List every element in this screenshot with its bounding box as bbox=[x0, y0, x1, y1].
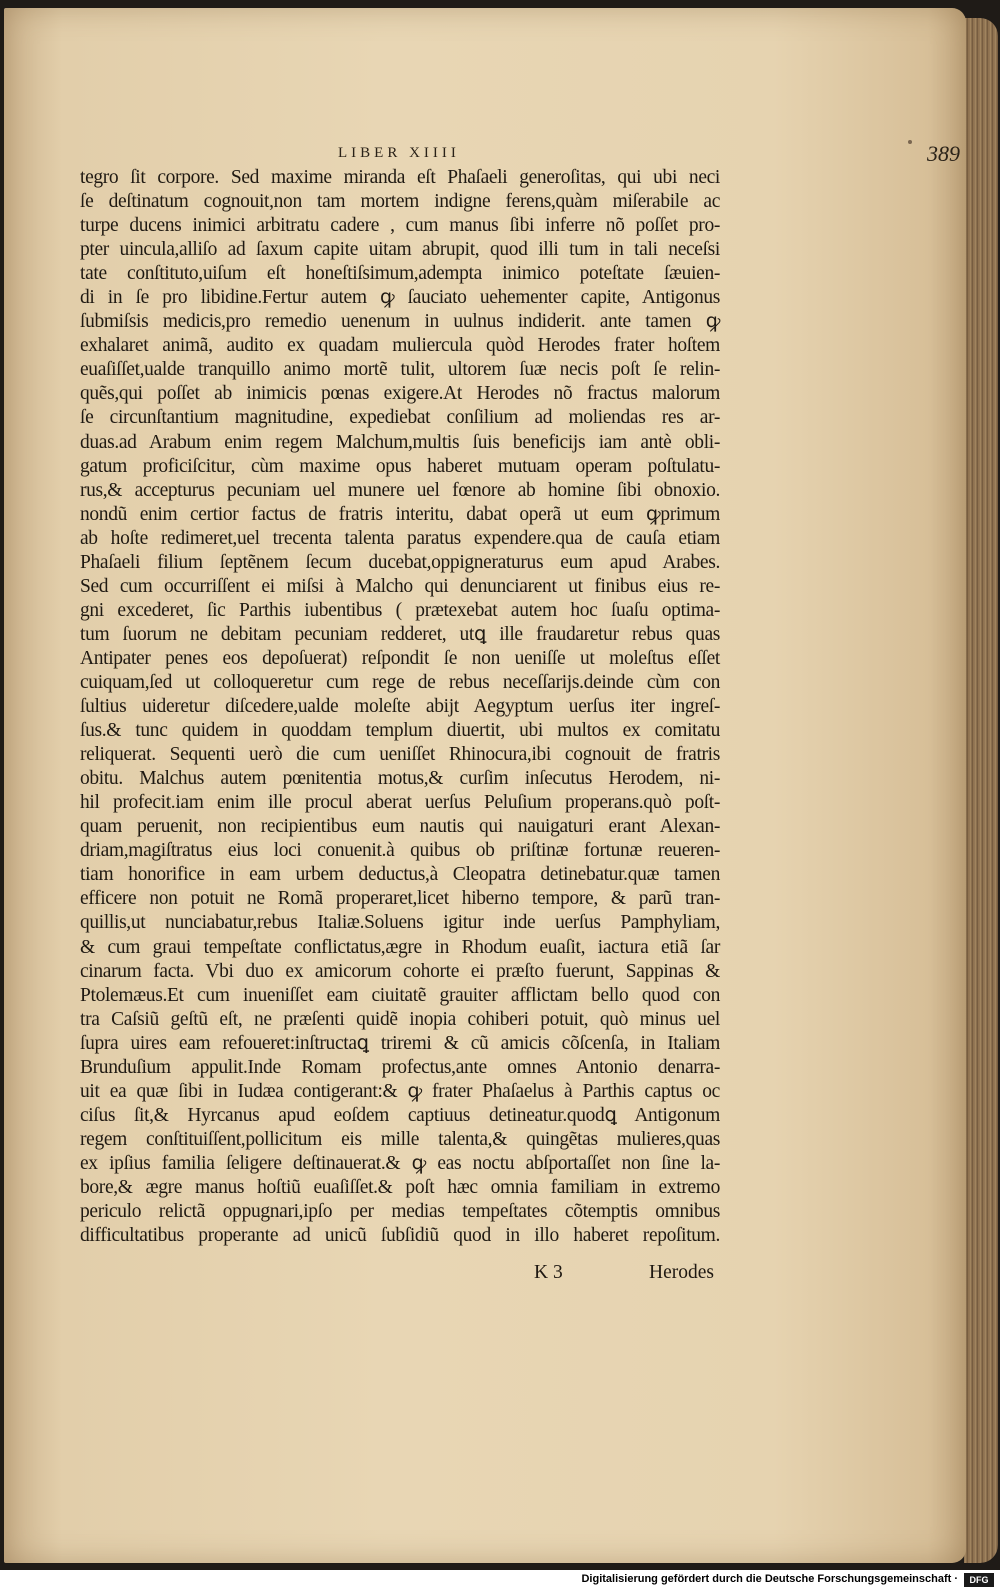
text-line: ſe circunſtantium magnitudine, expediebat conſilium ad moliendas res ar- bbox=[80, 407, 720, 429]
text-line: cuiquam,ſed ut colloqueretur cum rege de rebus neceſſarijs.deinde cùm con bbox=[80, 671, 720, 693]
text-line: di in ſe pro libidine.Fertur autem ꝙ ſauciato uehementer capite, Antigonus bbox=[80, 287, 720, 309]
text-line: ex ipſius familia ſeligere deſtinauerat.& ꝙ eas noctu abſportaſſet non ſine la- bbox=[80, 1152, 720, 1174]
text-line: duas.ad Arabum enim regem Malchum,multis ſuis beneficijs iam antè obli- bbox=[80, 431, 720, 453]
text-line: bore,& ægre manus hoſtiũ euaſiſſet.& poſt hæc omnia familiam in extremo bbox=[80, 1176, 720, 1198]
text-line: tra Caſsiũ geſtũ eſt, ne præſenti quidẽ inopia cohiberi potuit, quò minus uel bbox=[80, 1008, 720, 1030]
page-number: 389 bbox=[927, 141, 960, 166]
text-line: quẽs,qui poſſet ab inimicis pœnas exigere.At Herodes nõ fractus malorum bbox=[80, 383, 720, 405]
text-line: Sed cum occurriſſent ei miſsi à Malcho qui denunciarent ut finibus eius re- bbox=[80, 575, 720, 597]
text-line: gni excederet, ſic Parthis iubentibus ( prætexebat autem hoc ſuaſu optima- bbox=[80, 599, 720, 621]
text-line: reliquerat. Sequenti uerò die cum ueniſſet Rhinocura,ibi cognouit de fratris bbox=[80, 744, 720, 766]
running-title: LIBER XIIII bbox=[338, 145, 460, 161]
text-line: tate conſtituto,uiſum eſt honeſtiſsimum,adempta inimico poteſtate ſæuien- bbox=[80, 263, 720, 285]
text-line: nondũ enim certior factus de fratris interitu, dabat operã ut eum ꝙprimum bbox=[80, 503, 720, 525]
catchword: Herodes bbox=[649, 1262, 714, 1283]
paper-spot bbox=[908, 140, 912, 144]
dfg-logo: DFG bbox=[964, 1573, 994, 1587]
text-line: exhalaret animã, audito ex quadam muliercula quòd Herodes frater hoſtem bbox=[80, 335, 720, 357]
text-line: ſultius uideretur diſcedere,ualde moleſte abijt Aegyptum uerſus iter ingreſ- bbox=[80, 696, 720, 718]
text-line: ſus.& tunc quidem in quoddam templum diuertit, ubi multos ex comitatu bbox=[80, 720, 720, 742]
text-line: tegro ſit corpore. Sed maxime miranda eſt Phaſaeli generoſitas, qui ubi neci bbox=[80, 167, 720, 188]
text-line: ſe deſtinatum cognouit,non tam mortem indigne ferens,quàm miſerabile ac bbox=[80, 191, 720, 213]
text-line: quam peruenit, non recipientibus eum nautis qui nauigaturi erant Alexan- bbox=[80, 816, 720, 838]
text-line: obitu. Malchus autem pœnitentia motus,& curſim inſecutus Herodem, ni- bbox=[80, 768, 720, 790]
text-line: Ptolemæus.Et cum inueniſſet eam ciuitatẽ grauiter afflictam bello quod con bbox=[80, 984, 720, 1006]
text-line: ab hoſte redimeret,uel trecenta talenta paratus expendere.qua de cauſa etiam bbox=[80, 527, 720, 549]
text-line: ciſus ſit,& Hyrcanus apud eoſdem captiuus detineatur.quodꝗ Antigonum bbox=[80, 1104, 720, 1126]
running-head bbox=[80, 141, 960, 166]
text-line: gatum proficiſcitur, cùm maxime opus haberet mutuam operam poſtulatu- bbox=[80, 455, 720, 477]
text-line: uit ea quæ ſibi in Iudæa contigerant:& ꝙ frater Phaſaelus à Parthis captus oc bbox=[80, 1080, 720, 1102]
text-line: tum ſuorum ne debitam pecuniam redderet, utꝗ ille fraudaretur rebus quas bbox=[80, 623, 720, 645]
text-line: difficultatibus properante ad unicũ ſubſidiũ quod in illo haberet repoſitum. bbox=[80, 1225, 720, 1247]
text-line: rus,& accepturus pecuniam uel munere uel fœnore ab homine ſibi obnoxio. bbox=[80, 479, 720, 501]
text-block bbox=[80, 166, 720, 1248]
text-line: turpe ducens inimici arbitratu cadere , cum manus ſibi inferre nõ poſſet pro- bbox=[80, 215, 720, 237]
text-line: periculo relictã oppugnari,ipſo per medias tempeſtates cõtemptis omnibus bbox=[80, 1201, 720, 1223]
text-line: cinarum facta. Vbi duo ex amicorum cohorte ei præſto fuerunt, Sappinas & bbox=[80, 960, 720, 982]
text-line: tiam honorifice in eam urbem deductus,à Cleopatra detinebatur.quæ tamen bbox=[80, 864, 720, 886]
text-line: driam,magiſtratus eius loci conuenit.à quibus ob priſtinæ fortunæ reueren- bbox=[80, 840, 720, 862]
text-line: regem conſtituiſſent,pollicitum eis mille talenta,& quingẽtas mulieres,quas bbox=[80, 1128, 720, 1150]
text-line: Brunduſium appulit.Inde Romam profectus,ante omnes Antonio denarra- bbox=[80, 1056, 720, 1078]
text-line: & cum graui tempeſtate conflictatus,ægre in Rhodum euaſit, iactura etiã ſar bbox=[80, 936, 720, 958]
signature-mark: K 3 bbox=[534, 1262, 563, 1283]
text-line: Antipater penes eos depoſuerat) reſpondit ſe non ueniſſe ut moleſtus eſſet bbox=[80, 647, 720, 669]
text-line: hil profecit.iam enim ille procul aberat uerſus Peluſium properans.quò poſt- bbox=[80, 792, 720, 814]
text-line: ſubmiſsis medicis,pro remedio uenenum in uulnus indiderit. ante tamen ꝙ bbox=[80, 311, 720, 333]
text-line: ſupra uires eam refoueret:inſtructaꝗ triremi & cũ amicis cõſcenſa, in Italiam bbox=[80, 1032, 720, 1054]
catchline bbox=[534, 1262, 714, 1286]
text-line: euaſiſſet,ualde tranquillo animo mortẽ tulit, ultorem ſuæ necis poſt ſe relin- bbox=[80, 359, 720, 381]
text-line: pter uincula,alliſo ad ſaxum capite uitam abrupit, quod illi tum in tali neceſsi bbox=[80, 239, 720, 261]
text-line: Phaſaeli filium ſeptẽnem ſecum ducebat,oppigneraturus eum apud Arabes. bbox=[80, 551, 720, 573]
digitization-footer bbox=[0, 1570, 1000, 1591]
book-fore-edge bbox=[964, 18, 998, 1563]
funding-credit: Digitalisierung gefördert durch die Deutsche Forschungsgemeinschaft · bbox=[581, 1573, 958, 1585]
text-line: quillis,ut nunciabatur,rebus Italiæ.Soluens igitur inde uerſus Pamphyliam, bbox=[80, 912, 720, 934]
text-line: efficere non potuit ne Romã properaret,licet hiberno tempore, & parũ tran- bbox=[80, 888, 720, 910]
